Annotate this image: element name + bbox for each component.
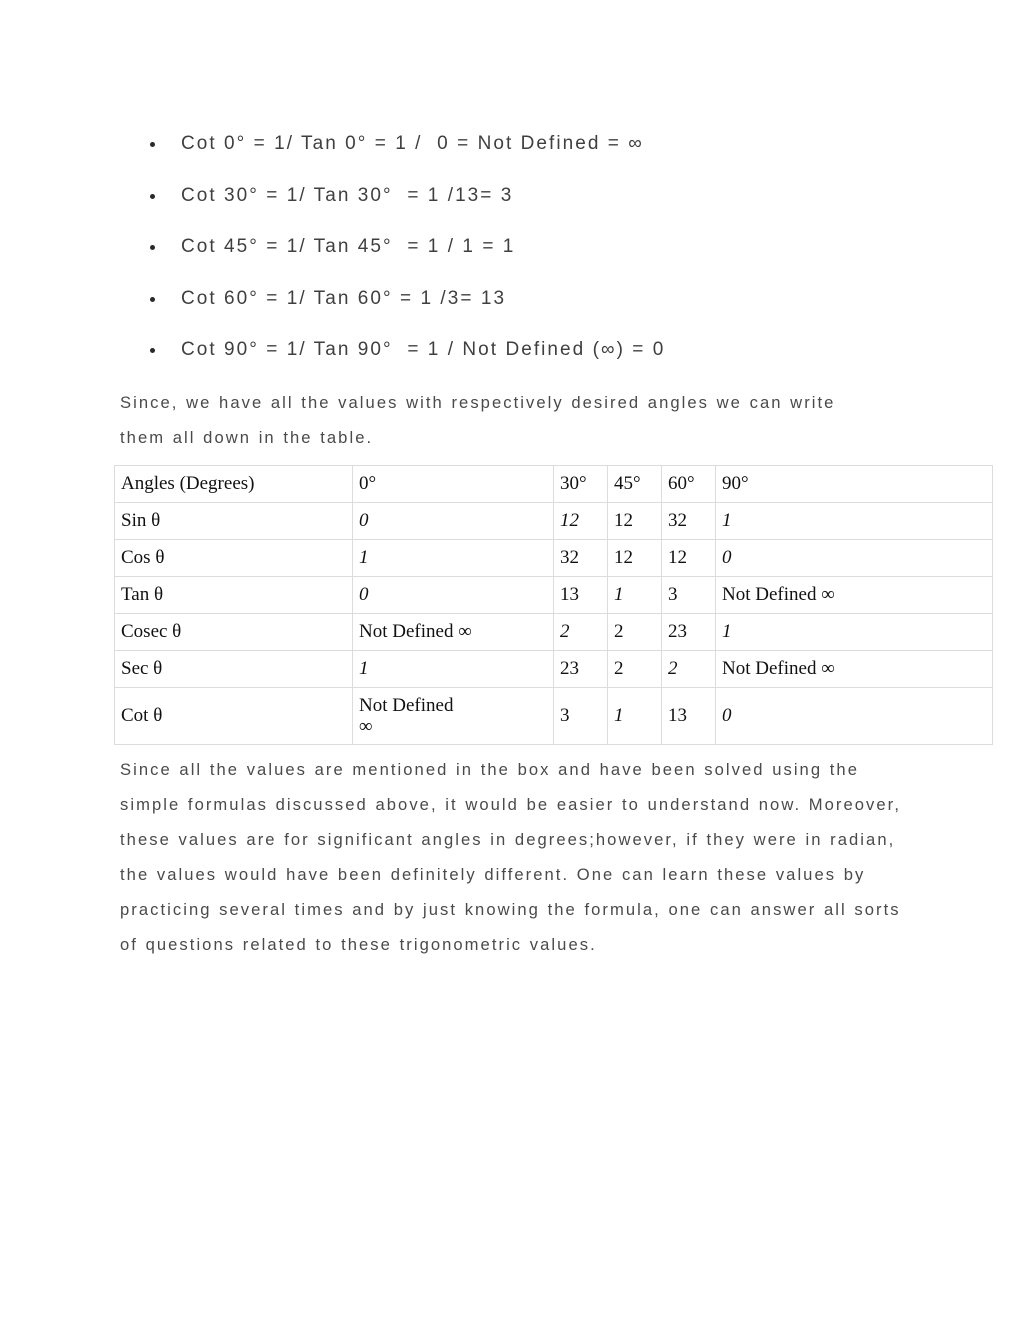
list-item-text: Cot 60° = 1/ Tan 60° = 1 /3= 13 <box>181 287 507 309</box>
table-cell: 3 <box>554 688 608 745</box>
list-item-text: Cot 30° = 1/ Tan 30° = 1 /13= 3 <box>181 184 514 206</box>
table-row-label: Sec θ <box>115 651 353 688</box>
table-row <box>115 688 993 745</box>
table-cell: 2 <box>662 651 716 688</box>
list-item <box>150 180 514 232</box>
table-cell: 1 <box>353 651 554 688</box>
table-row <box>115 503 993 540</box>
list-item <box>150 128 644 180</box>
table-row <box>115 577 993 614</box>
table-cell: 3 <box>662 577 716 614</box>
table-cell: 0 <box>353 577 554 614</box>
table-row <box>115 540 993 577</box>
intro-paragraph: Since, we have all the values with respectively desired angles we can write them all down in the table. <box>120 393 836 447</box>
list-item <box>150 231 516 283</box>
table-row-label: Tan θ <box>115 577 353 614</box>
table-cell: 1 <box>716 503 993 540</box>
table-header-cell: Angles (Degrees) <box>115 466 353 503</box>
table-header-cell: 0° <box>353 466 554 503</box>
table-cell: Not Defined ∞ <box>716 577 993 614</box>
table-row-label: Cos θ <box>115 540 353 577</box>
table-cell: 0 <box>716 688 993 745</box>
table-cell: 32 <box>662 503 716 540</box>
bullet-icon <box>150 194 155 199</box>
table-cell: 2 <box>608 614 662 651</box>
closing-paragraph: Since all the values are mentioned in the box and have been solved using the simple formulas discussed above, it would be easier to understand now. Moreover, these values are for significant angles in degrees;however, if they were in radian, the values would have been definitely different. One can learn these values by practicing several times and by just knowing the formula, one can answer all sorts of questions related to these trigonometric values. <box>120 760 901 954</box>
table-header-row <box>115 466 993 503</box>
table-cell: 1 <box>608 688 662 745</box>
bullet-icon <box>150 245 155 250</box>
list-item-text: Cot 45° = 1/ Tan 45° = 1 / 1 = 1 <box>181 236 516 257</box>
table-row-label: Sin θ <box>115 503 353 540</box>
list-item <box>150 334 666 386</box>
bullet-icon <box>150 142 155 147</box>
table-cell: 2 <box>554 614 608 651</box>
table-cell: 23 <box>554 651 608 688</box>
bullet-icon <box>150 297 155 302</box>
table-cell: 0 <box>716 540 993 577</box>
table-header-cell: 90° <box>716 466 993 503</box>
bullet-icon <box>150 348 155 353</box>
table-cell: 0 <box>353 503 554 540</box>
table-cell: 12 <box>608 503 662 540</box>
table-cell: 13 <box>554 577 608 614</box>
table-cell: 32 <box>554 540 608 577</box>
table-row-label: Cosec θ <box>115 614 353 651</box>
table-cell: 2 <box>608 651 662 688</box>
table-cell <box>353 688 554 745</box>
table-cell-text: Not Defined ∞ <box>359 695 454 737</box>
table-row-label: Cot θ <box>115 688 353 745</box>
table-header-cell: 60° <box>662 466 716 503</box>
list-item-text: Cot 0° = 1/ Tan 0° = 1 / 0 = Not Defined = ∞ <box>181 133 644 154</box>
table-row <box>115 651 993 688</box>
list-item-text: Cot 90° = 1/ Tan 90° = 1 / Not Defined (∞) = 0 <box>181 339 666 360</box>
table-cell: 1 <box>353 540 554 577</box>
list-item <box>150 283 507 335</box>
table-cell: 13 <box>662 688 716 745</box>
table-row <box>115 614 993 651</box>
table-cell: 12 <box>554 503 608 540</box>
table-header-cell: 45° <box>608 466 662 503</box>
table-cell: 23 <box>662 614 716 651</box>
table-cell: Not Defined ∞ <box>716 651 993 688</box>
trig-values-table <box>114 465 993 745</box>
cotangent-formula-list <box>150 128 666 386</box>
table-cell: Not Defined ∞ <box>353 614 554 651</box>
table-cell: 1 <box>608 577 662 614</box>
table-header-cell: 30° <box>554 466 608 503</box>
table-cell: 1 <box>716 614 993 651</box>
table-cell: 12 <box>608 540 662 577</box>
table-cell: 12 <box>662 540 716 577</box>
